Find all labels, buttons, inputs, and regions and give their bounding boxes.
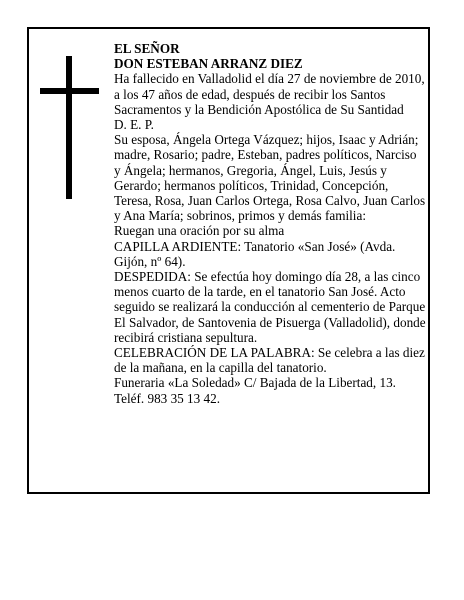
notice-body xyxy=(114,41,426,406)
cross-horizontal-bar xyxy=(40,88,99,94)
celebration-info: CELEBRACIÓN DE LA PALABRA: Se celebra a las diez de la mañana, en la capilla del tanatorio. xyxy=(114,345,425,376)
cross-vertical-bar xyxy=(66,56,72,199)
prayer-request: Ruegan una oración por su alma xyxy=(114,223,285,239)
funeral-home-info: Funeraria «La Soledad» C/ Bajada de la Libertad, 13. Teléf. 983 35 13 42. xyxy=(114,375,396,406)
cross-icon xyxy=(40,56,99,199)
deceased-name: DON ESTEBAN ARRANZ DIEZ xyxy=(114,56,303,72)
farewell-info: DESPEDIDA: Se efectúa hoy domingo día 28, a las cinco menos cuarto de la tarde, en el tanatorio San José. Acto seguido se realizará la conducción al cementerio de Parque El Salvador, de Santovenia de Pisuerga (Valladolid), donde recibirá cristiana sepultura. xyxy=(114,269,426,345)
notice-title-line1: EL SEÑOR xyxy=(114,41,180,56)
death-announcement: Ha fallecido en Valladolid el día 27 de noviembre de 2010, a los 47 años de edad, después de recibir los Santos Sacramentos y la Bendición Apostólica de Su Santidad xyxy=(114,71,425,117)
obituary-notice xyxy=(27,27,430,494)
family-list: Su esposa, Ángela Ortega Vázquez; hijos, Isaac y Adrián; madre, Rosario; padre, Esteban, padres políticos, Narciso y Ángela; hermanos, Gregoria, Ángel, Luis, Jesús y Gerardo; hermanos políticos, Trinidad, Concepción, Teresa, Rosa, Juan Carlos Ortega, Rosa Calvo, Juan Carlos y Ana María; sobrinos, primos y demás familia: xyxy=(114,132,426,224)
chapel-info: CAPILLA ARDIENTE: Tanatorio «San José» (Avda. Gijón, nº 64). xyxy=(114,238,396,269)
dep-line: D. E. P. xyxy=(114,117,154,133)
